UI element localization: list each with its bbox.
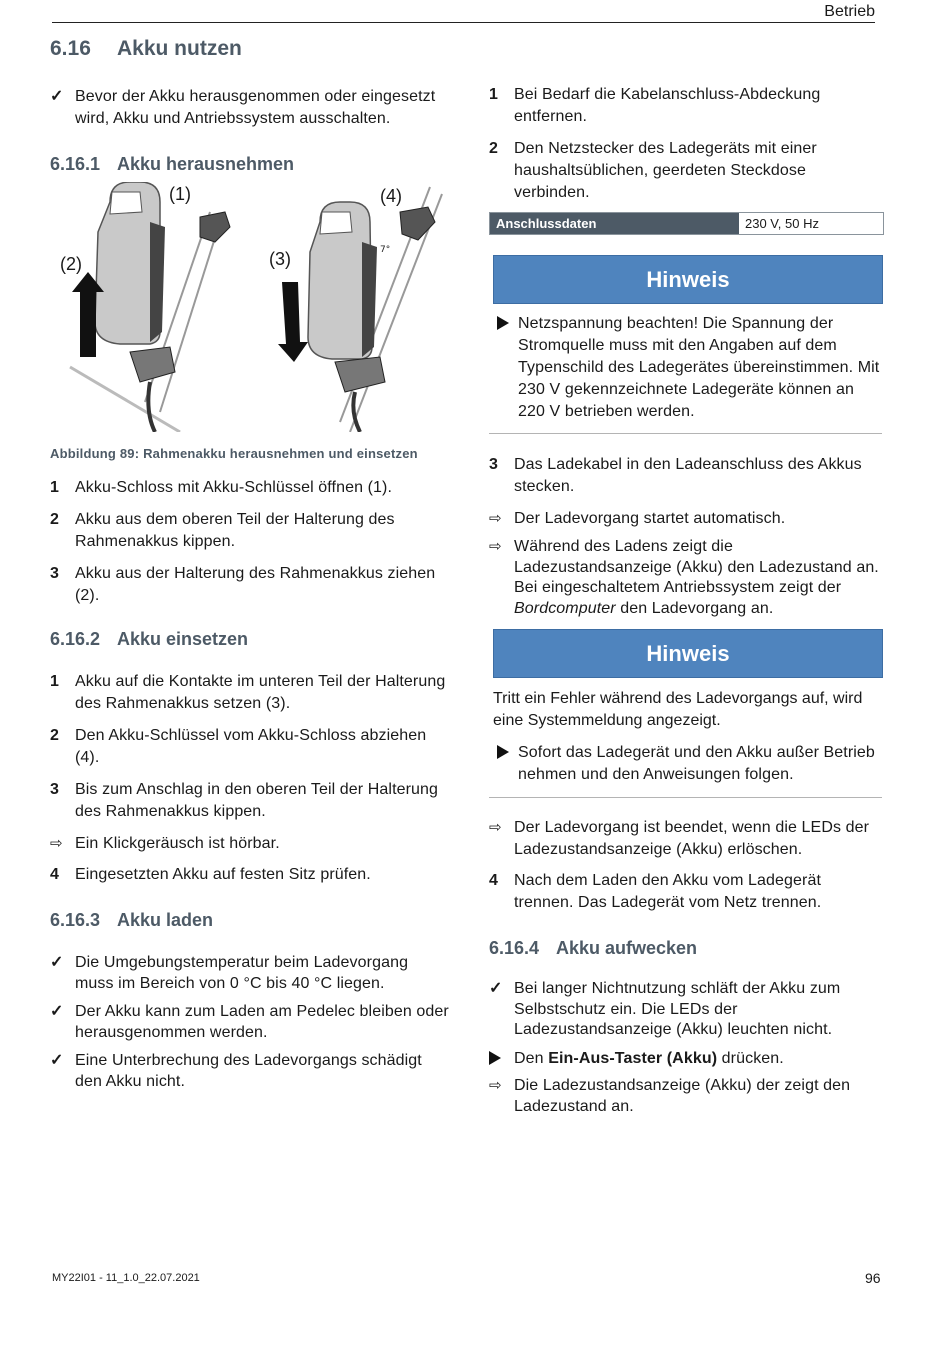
charging-cable (148, 382, 155, 432)
action-arrow-icon (489, 1051, 501, 1065)
footer-page-number: 96 (865, 1270, 881, 1286)
insert-steps (50, 671, 450, 886)
list-item (50, 671, 450, 715)
notice-text: Sofort das Ladegerät und den Akku außer Betrieb nehmen und den Anweisungen folgen. (518, 744, 875, 783)
list-item (489, 84, 884, 128)
precondition-text: Eine Unterbrechung des Ladevorgangs schädigt den Akku nicht. (75, 1052, 422, 1090)
step-text: Den Akku-Schlüssel vom Akku-Schloss abziehen (4). (75, 727, 427, 766)
heading-title: Akku nutzen (117, 37, 242, 60)
heading-title: Akku herausnehmen (117, 154, 295, 174)
step-number: 2 (489, 140, 498, 157)
step-number: 3 (50, 781, 59, 798)
step-text: Akku aus dem oberen Teil der Halterung des Rahmenakkus kippen. (75, 511, 395, 550)
heading-number: 6.16.4 (489, 938, 540, 958)
list-item (50, 952, 450, 994)
notice-action (493, 742, 884, 786)
section-heading-6-16-4 (489, 936, 884, 960)
step-text: Das Ladekabel in den Ladeanschluss des Akkus stecken. (514, 456, 862, 495)
heading-number: 6.16.3 (50, 910, 101, 930)
battery-illustration (50, 182, 450, 432)
list-item (50, 864, 450, 886)
list-item (489, 870, 884, 914)
result-text: Ein Klickgeräusch ist hörbar. (75, 835, 280, 852)
section-heading-6-16 (50, 36, 450, 62)
battery-figure (50, 182, 450, 432)
battery-shade (150, 222, 165, 342)
list-item (50, 477, 450, 499)
table-value: 230 V, 50 Hz (745, 216, 819, 231)
action-text-part: Den (514, 1049, 549, 1067)
list-item (489, 454, 884, 498)
bordcomputer-term: Bordcomputer (514, 599, 616, 617)
left-column (50, 36, 450, 1092)
list-item (50, 833, 450, 855)
result-arrow-icon: ⇨ (489, 510, 502, 527)
heading-number: 6.16 (50, 37, 91, 60)
step-number: 1 (50, 673, 59, 690)
header-section: Betrieb (824, 3, 875, 20)
step-text: Den Netzstecker des Ladegeräts mit einer haushaltsüblichen, geerdeten Steckdose verbinden. (514, 140, 817, 201)
heading-title: Akku aufwecken (556, 938, 698, 958)
list-item (489, 1075, 884, 1117)
check-icon: ✓ (50, 88, 64, 105)
table-key: Anschlussdaten (490, 213, 739, 234)
figure-callout: (2) (60, 254, 82, 274)
step-number: 1 (489, 86, 498, 103)
step-text: Akku-Schloss mit Akku-Schlüssel öffnen (1). (75, 479, 393, 496)
result-text: Die Ladezustandsanzeige (Akku) der zeigt den Ladezustand an. (514, 1076, 851, 1115)
step-number: 1 (50, 479, 59, 496)
figure-callout: (1) (169, 184, 191, 204)
footer-doc-id: MY22I01 - 11_1.0_22.07.2021 (52, 1272, 200, 1284)
list-item (50, 1001, 450, 1043)
heading-number: 6.16.2 (50, 629, 101, 649)
step-text: Bis zum Anschlag in den oberen Teil der Halterung des Rahmenakkus kippen. (75, 781, 439, 820)
step-number: 4 (50, 866, 59, 883)
battery-shade (362, 242, 377, 357)
battery-mount (130, 347, 175, 382)
figure-callout: (4) (380, 186, 402, 206)
check-icon: ✓ (50, 954, 64, 971)
precondition-text: Die Umgebungstemperatur beim Ladevorgang muss im Bereich von 0 °C bis 40 °C liegen. (75, 954, 409, 992)
result-text (514, 538, 879, 617)
connection-data-table (489, 212, 884, 235)
result-arrow-icon: ⇨ (50, 835, 63, 852)
battery-lock (200, 212, 230, 242)
list-item (489, 1048, 884, 1070)
header-rule (52, 22, 875, 23)
heading-title: Akku einsetzen (117, 629, 249, 649)
list-item (489, 537, 884, 619)
notice-intro: Tritt ein Fehler während des Ladevorgangs auf, wird eine Systemmeldung angezeigt. (493, 690, 863, 729)
charge-preconditions (50, 952, 450, 1092)
arrow-down-icon (278, 282, 308, 362)
list-item (489, 508, 884, 530)
step-number: 3 (489, 456, 498, 473)
step-number: 2 (50, 511, 59, 528)
result-text: Der Ladevorgang startet automatisch. (514, 510, 786, 527)
list-item (50, 563, 450, 607)
notice-action (493, 313, 884, 423)
precondition-text: Bevor der Akku herausgenommen oder eingesetzt wird, Akku und Antriebssystem ausschalten. (75, 88, 436, 127)
list-item (489, 979, 884, 1041)
result-text-part: Während des Ladens zeigt die Ladezustandsanzeige (Akku) den Ladezustand an. Bei eingeschaltetem Antriebssystem zeigt der (514, 538, 879, 596)
power-button-term: Ein-Aus-Taster (Akku) (548, 1049, 718, 1067)
notice-text: Netzspannung beachten! Die Spannung der Stromquelle muss mit den Angaben auf dem Typenschild des Ladegerätes übereinstimmen. Mit 230 V gekennzeichnete Ladegeräte können an 220 V betrieben werden. (518, 315, 880, 420)
action-arrow-icon (497, 745, 509, 759)
section-heading-6-16-1 (50, 152, 450, 176)
precondition-text: Der Akku kann zum Laden am Pedelec bleiben oder herausgenommen werden. (75, 1003, 449, 1041)
battery-lock (400, 207, 435, 240)
step-text: Bei Bedarf die Kabelanschluss-Abdeckung entfernen. (514, 86, 821, 125)
check-icon: ✓ (489, 980, 503, 997)
precondition-item (50, 86, 450, 130)
step-text: Akku aus der Halterung des Rahmenakkus ziehen (2). (75, 565, 436, 604)
result-text: Der Ladevorgang ist beendet, wenn die LEDs der Ladezustandsanzeige (Akku) erlöschen. (514, 819, 870, 858)
check-icon: ✓ (50, 1003, 64, 1020)
notice-divider (489, 797, 882, 798)
notice-banner: Hinweis (493, 255, 883, 304)
precondition-text: Bei langer Nichtnutzung schläft der Akku zum Selbstschutz ein. Die LEDs der Ladezustandsanzeige (Akku) leuchten nicht. (514, 980, 841, 1038)
step-number: 2 (50, 727, 59, 744)
battery-handle (110, 192, 142, 214)
figure-caption: Abbildung 89: Rahmenakku herausnehmen und einsetzen (50, 446, 418, 461)
step-text: Akku auf die Kontakte im unteren Teil der Halterung des Rahmenakkus setzen (3). (75, 673, 446, 712)
result-arrow-icon: ⇨ (489, 538, 502, 555)
heading-number: 6.16.1 (50, 154, 101, 174)
result-text-part: den Ladevorgang an. (615, 599, 774, 617)
result-arrow-icon: ⇨ (489, 1076, 502, 1094)
action-arrow-icon (497, 316, 509, 330)
check-icon: ✓ (50, 1052, 64, 1069)
list-item (50, 1050, 450, 1092)
result-arrow-icon: ⇨ (489, 819, 502, 836)
figure-callout: (3) (269, 249, 291, 269)
step-number: 3 (50, 565, 59, 582)
action-text (514, 1050, 784, 1067)
notice-divider (489, 433, 882, 434)
section-heading-6-16-3 (50, 908, 450, 932)
action-text-part: drücken. (717, 1049, 784, 1067)
battery-handle (320, 212, 352, 234)
step-text: Eingesetzten Akku auf festen Sitz prüfen. (75, 866, 371, 883)
list-item (489, 817, 884, 861)
list-item (50, 509, 450, 553)
step-text: Nach dem Laden den Akku vom Ladegerät trennen. Das Ladegerät vom Netz trennen. (514, 872, 822, 911)
step-number: 4 (489, 872, 498, 889)
right-column (489, 84, 884, 1117)
angle-label: 7° (380, 245, 391, 255)
heading-title: Akku laden (117, 910, 214, 930)
list-item (489, 138, 884, 204)
frame-line (160, 222, 220, 412)
list-item (50, 779, 450, 823)
battery-mount (335, 357, 385, 392)
section-heading-6-16-2 (50, 627, 450, 651)
remove-steps (50, 477, 450, 607)
notice-banner: Hinweis (493, 629, 883, 678)
list-item (50, 725, 450, 769)
